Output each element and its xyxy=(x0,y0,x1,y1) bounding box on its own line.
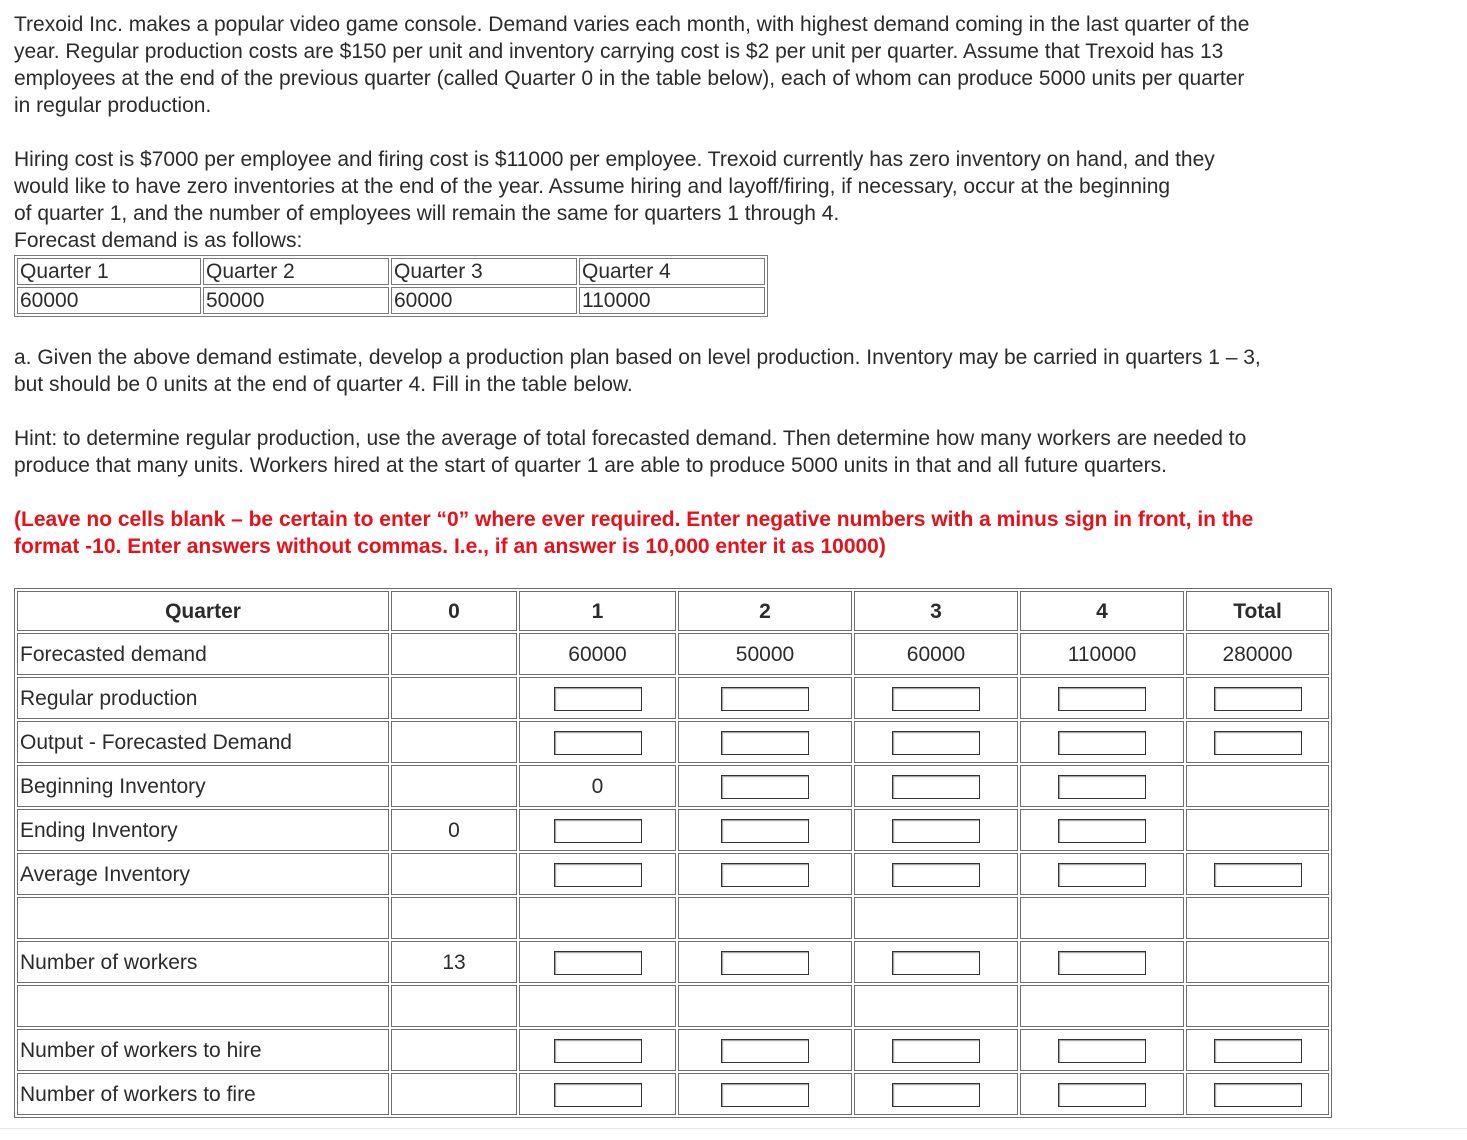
row-beginning-inventory xyxy=(17,765,1329,807)
row-workers-to-fire xyxy=(17,1073,1329,1115)
cell-q4 xyxy=(1020,941,1184,983)
ending-inventory-q2-input[interactable] xyxy=(721,819,809,843)
cell-q2 xyxy=(678,1073,852,1115)
workers-to-fire-total-input[interactable] xyxy=(1214,1083,1302,1107)
empty-cell xyxy=(678,985,852,1027)
cell-q0 xyxy=(391,633,517,675)
empty-cell xyxy=(391,897,517,939)
cell-q1 xyxy=(519,1073,676,1115)
empty-cell xyxy=(1186,985,1329,1027)
intro-line: employees at the end of the previous quarter (called Quarter 0 in the table below), each of whom can produce 5000 units per quarter xyxy=(14,67,1245,90)
forecast-header: Quarter 4 xyxy=(579,258,765,285)
output-minus-demand-total-input[interactable] xyxy=(1214,731,1302,755)
beginning-inventory-q4-input[interactable] xyxy=(1058,775,1146,799)
forecast-header-row xyxy=(17,258,765,285)
row-output-minus-demand xyxy=(17,721,1329,763)
header-q2: 2 xyxy=(678,591,852,631)
intro-line: year. Regular production costs are $150 per unit and inventory carrying cost is $2 per unit per quarter. Assume that Trexoid has 13 xyxy=(14,40,1224,63)
cell-q2 xyxy=(678,677,852,719)
regular-production-q1-input[interactable] xyxy=(554,687,642,711)
row-label: Ending Inventory xyxy=(17,809,389,851)
intro-line: Hiring cost is $7000 per employee and firing cost is $11000 per employee. Trexoid currently has zero inventory on hand, and they xyxy=(14,148,1215,171)
average-inventory-q2-input[interactable] xyxy=(721,863,809,887)
cell-q3 xyxy=(854,677,1018,719)
workers-to-fire-q4-input[interactable] xyxy=(1058,1083,1146,1107)
cell-q1 xyxy=(519,677,676,719)
cell-q4 xyxy=(1020,721,1184,763)
empty-cell xyxy=(1020,985,1184,1027)
cell-q3 xyxy=(854,809,1018,851)
row-label: Number of workers to fire xyxy=(17,1073,389,1115)
beginning-inventory-q3-input[interactable] xyxy=(892,775,980,799)
cell-total xyxy=(1186,721,1329,763)
row-label: Regular production xyxy=(17,677,389,719)
forecast-header: Quarter 1 xyxy=(17,258,201,285)
workers-to-fire-q2-input[interactable] xyxy=(721,1083,809,1107)
hint xyxy=(14,425,1246,479)
forecast-value: 60000 xyxy=(17,287,201,314)
cell-q2 xyxy=(678,721,852,763)
cell-q4 xyxy=(1020,765,1184,807)
ending-inventory-q3-input[interactable] xyxy=(892,819,980,843)
spacer-row xyxy=(17,985,1329,1027)
cell-q1: 60000 xyxy=(519,633,676,675)
cell-total xyxy=(1186,677,1329,719)
header-q3: 3 xyxy=(854,591,1018,631)
cell-total xyxy=(1186,1073,1329,1115)
cell-q0 xyxy=(391,853,517,895)
number-of-workers-q4-input[interactable] xyxy=(1058,951,1146,975)
cell-q2 xyxy=(678,765,852,807)
number-of-workers-q3-input[interactable] xyxy=(892,951,980,975)
question-a xyxy=(14,344,1261,398)
row-label: Number of workers to hire xyxy=(17,1029,389,1071)
production-plan-table xyxy=(14,588,1332,1118)
beginning-inventory-q2-input[interactable] xyxy=(721,775,809,799)
cell-total xyxy=(1186,1029,1329,1071)
output-minus-demand-q3-input[interactable] xyxy=(892,731,980,755)
forecast-header: Quarter 3 xyxy=(391,258,577,285)
instructions-warning xyxy=(14,506,1253,560)
plan-header-row xyxy=(17,591,1329,631)
empty-cell xyxy=(519,985,676,1027)
intro-paragraph-2 xyxy=(14,146,1215,254)
workers-to-fire-q3-input[interactable] xyxy=(892,1083,980,1107)
empty-cell xyxy=(1186,897,1329,939)
cell-q0 xyxy=(391,1029,517,1071)
forecast-value-row xyxy=(17,287,765,314)
cell-total xyxy=(1186,853,1329,895)
workers-to-hire-total-input[interactable] xyxy=(1214,1039,1302,1063)
cell-q3 xyxy=(854,1073,1018,1115)
divider xyxy=(0,1128,1467,1129)
hint-line: Hint: to determine regular production, use the average of total forecasted demand. Then determine how many workers are needed to xyxy=(14,427,1247,450)
output-minus-demand-q1-input[interactable] xyxy=(554,731,642,755)
average-inventory-q4-input[interactable] xyxy=(1058,863,1146,887)
row-forecasted-demand xyxy=(17,633,1329,675)
cell-q3 xyxy=(854,853,1018,895)
output-minus-demand-q2-input[interactable] xyxy=(721,731,809,755)
header-q1: 1 xyxy=(519,591,676,631)
cell-q4 xyxy=(1020,1029,1184,1071)
intro-line: Forecast demand is as follows: xyxy=(14,229,303,252)
question-line: a. Given the above demand estimate, develop a production plan based on level production. Inventory may be carried in quarters 1 – 3, xyxy=(14,346,1261,369)
cell-total xyxy=(1186,765,1329,807)
cell-q4 xyxy=(1020,1073,1184,1115)
forecast-header: Quarter 2 xyxy=(203,258,389,285)
warning-line: (Leave no cells blank – be certain to enter “0” where ever required. Enter negative numbers with a minus sign in front, in the xyxy=(14,508,1254,531)
cell-q2 xyxy=(678,1029,852,1071)
intro-line: Trexoid Inc. makes a popular video game console. Demand varies each month, with highest demand coming in the last quarter of the xyxy=(14,13,1250,36)
cell-q3 xyxy=(854,721,1018,763)
intro-paragraph-1 xyxy=(14,11,1249,119)
forecast-value: 110000 xyxy=(579,287,765,314)
cell-q0 xyxy=(391,677,517,719)
hint-line: produce that many units. Workers hired at the start of quarter 1 are able to produce 5000 units in that and all future quarters. xyxy=(14,454,1167,477)
cell-q1 xyxy=(519,721,676,763)
cell-q3 xyxy=(854,765,1018,807)
average-inventory-total-input[interactable] xyxy=(1214,863,1302,887)
empty-cell xyxy=(17,897,389,939)
ending-inventory-q1-input[interactable] xyxy=(554,819,642,843)
header-total: Total xyxy=(1186,591,1329,631)
workers-to-hire-q3-input[interactable] xyxy=(892,1039,980,1063)
intro-line: in regular production. xyxy=(14,94,212,117)
workers-to-hire-q1-input[interactable] xyxy=(554,1039,642,1063)
row-average-inventory xyxy=(17,853,1329,895)
cell-q2 xyxy=(678,853,852,895)
cell-q3 xyxy=(854,1029,1018,1071)
cell-total xyxy=(1186,809,1329,851)
number-of-workers-q2-input[interactable] xyxy=(721,951,809,975)
row-regular-production xyxy=(17,677,1329,719)
cell-q4 xyxy=(1020,853,1184,895)
cell-q4 xyxy=(1020,677,1184,719)
cell-q1 xyxy=(519,853,676,895)
workers-to-hire-q2-input[interactable] xyxy=(721,1039,809,1063)
cell-q3 xyxy=(854,941,1018,983)
empty-cell xyxy=(854,897,1018,939)
row-workers-to-hire xyxy=(17,1029,1329,1071)
cell-q2 xyxy=(678,941,852,983)
row-label: Beginning Inventory xyxy=(17,765,389,807)
row-label: Output - Forecasted Demand xyxy=(17,721,389,763)
header-q0: 0 xyxy=(391,591,517,631)
forecast-value: 60000 xyxy=(391,287,577,314)
cell-q4: 110000 xyxy=(1020,633,1184,675)
regular-production-q4-input[interactable] xyxy=(1058,687,1146,711)
cell-q0: 13 xyxy=(391,941,517,983)
warning-line: format -10. Enter answers without commas. I.e., if an answer is 10,000 enter it as 10000) xyxy=(14,535,886,558)
cell-q4 xyxy=(1020,809,1184,851)
average-inventory-q3-input[interactable] xyxy=(892,863,980,887)
header-q4: 4 xyxy=(1020,591,1184,631)
question-line: but should be 0 units at the end of quarter 4. Fill in the table below. xyxy=(14,373,633,396)
empty-cell xyxy=(1020,897,1184,939)
cell-q2: 50000 xyxy=(678,633,852,675)
intro-line: would like to have zero inventories at the end of the year. Assume hiring and layoff/firing, if necessary, occur at the beginning xyxy=(14,175,1171,198)
number-of-workers-q1-input[interactable] xyxy=(554,951,642,975)
cell-q1 xyxy=(519,809,676,851)
row-label: Average Inventory xyxy=(17,853,389,895)
regular-production-total-input[interactable] xyxy=(1214,687,1302,711)
row-label: Forecasted demand xyxy=(17,633,389,675)
workers-to-fire-q1-input[interactable] xyxy=(554,1083,642,1107)
output-minus-demand-q4-input[interactable] xyxy=(1058,731,1146,755)
cell-total xyxy=(1186,941,1329,983)
empty-cell xyxy=(854,985,1018,1027)
average-inventory-q1-input[interactable] xyxy=(554,863,642,887)
spacer-row xyxy=(17,897,1329,939)
workers-to-hire-q4-input[interactable] xyxy=(1058,1039,1146,1063)
row-ending-inventory xyxy=(17,809,1329,851)
cell-q0 xyxy=(391,721,517,763)
empty-cell xyxy=(519,897,676,939)
cell-q0 xyxy=(391,1073,517,1115)
forecast-value: 50000 xyxy=(203,287,389,314)
intro-line: of quarter 1, and the number of employees will remain the same for quarters 1 through 4. xyxy=(14,202,840,225)
regular-production-q2-input[interactable] xyxy=(721,687,809,711)
cell-q0: 0 xyxy=(391,809,517,851)
ending-inventory-q4-input[interactable] xyxy=(1058,819,1146,843)
cell-total: 280000 xyxy=(1186,633,1329,675)
cell-q0 xyxy=(391,765,517,807)
forecast-table xyxy=(14,255,768,317)
row-label: Number of workers xyxy=(17,941,389,983)
empty-cell xyxy=(391,985,517,1027)
empty-cell xyxy=(17,985,389,1027)
regular-production-q3-input[interactable] xyxy=(892,687,980,711)
header-quarter: Quarter xyxy=(17,591,389,631)
empty-cell xyxy=(678,897,852,939)
row-number-of-workers xyxy=(17,941,1329,983)
cell-q1 xyxy=(519,1029,676,1071)
cell-q2 xyxy=(678,809,852,851)
cell-q3: 60000 xyxy=(854,633,1018,675)
cell-q1 xyxy=(519,941,676,983)
cell-q1: 0 xyxy=(519,765,676,807)
